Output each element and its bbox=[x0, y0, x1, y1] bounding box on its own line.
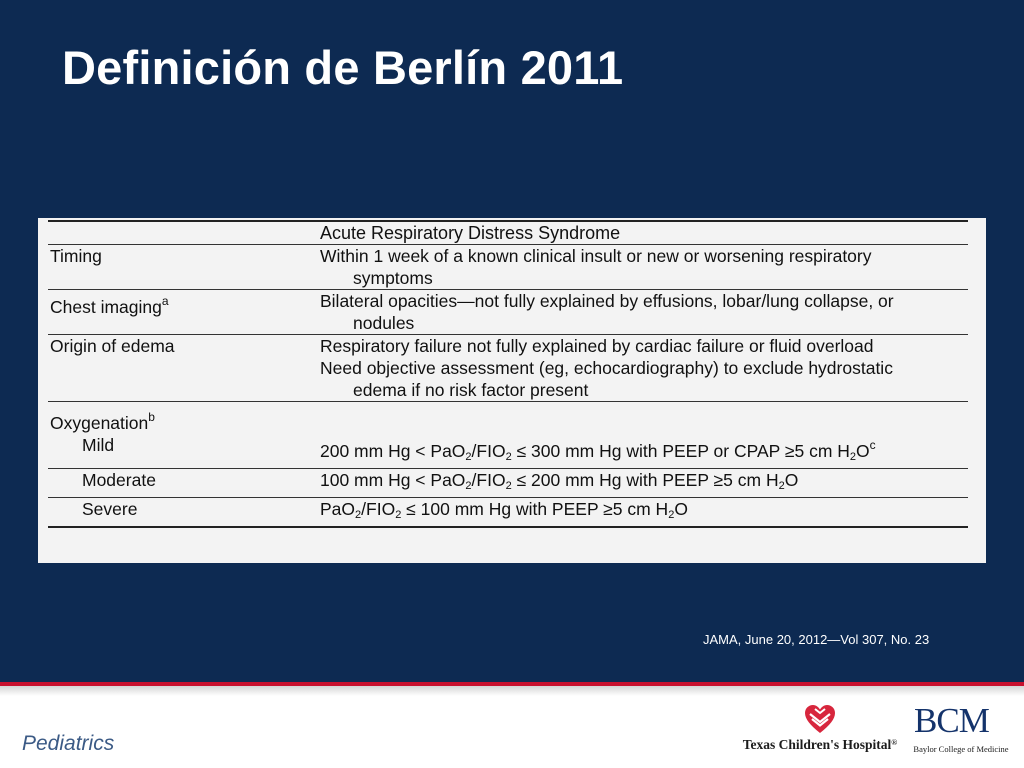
row-label-severe: Severe bbox=[48, 498, 320, 528]
bcm-name: Baylor College of Medicine bbox=[913, 744, 1009, 754]
row-label-mild: Mild bbox=[48, 434, 320, 469]
registered-mark: ® bbox=[891, 738, 898, 747]
tch-heart-icon bbox=[804, 703, 836, 735]
chest-imaging-text-line1: Bilateral opacities—not fully explained by effusions, lobar/lung collapse, or bbox=[320, 291, 894, 311]
texas-childrens-logo bbox=[740, 703, 900, 759]
row-label-chest-imaging: Chest imaging bbox=[50, 297, 162, 317]
footnote-b: b bbox=[148, 410, 155, 424]
origin-text-line1: Respiratory failure not fully explained by cardiac failure or fluid overload bbox=[320, 336, 874, 356]
moderate-criteria: 100 mm $Hg < PaO_2/FIO_2 \le 200$ mm Hg with PEEP ≥5 cm $H_2O$ bbox=[320, 469, 968, 498]
footnote-c: c bbox=[869, 438, 876, 452]
ards-table-image bbox=[38, 218, 986, 563]
table-row-timing bbox=[48, 245, 968, 290]
table-row-severe bbox=[48, 498, 968, 528]
mild-criteria: 200 mm $Hg < PaO_2/FIO_2 \le 300$ mm Hg with PEEP or CPAP ≥5 cm $H_2O^c$ bbox=[320, 434, 968, 469]
row-label-moderate: Moderate bbox=[48, 469, 320, 498]
table-row-moderate bbox=[48, 469, 968, 498]
table-header: Acute Respiratory Distress Syndrome bbox=[320, 221, 968, 245]
citation: JAMA, June 20, 2012—Vol 307, No. 23 bbox=[703, 632, 930, 647]
bcm-letters: BCM bbox=[914, 701, 989, 740]
row-label-timing: Timing bbox=[48, 245, 320, 290]
table-row-mild bbox=[48, 434, 968, 469]
timing-text-line2: symptoms bbox=[353, 268, 433, 288]
row-label-oxygenation: Oxygenation bbox=[50, 413, 149, 433]
footer-shadow bbox=[0, 686, 1024, 696]
bcm-logo bbox=[908, 703, 1014, 759]
severe-criteria: $PaO_2/FIO_2 \le 100$ mm Hg with PEEP ≥5 cm $H_2O$ bbox=[320, 498, 968, 528]
table-header-row bbox=[48, 221, 968, 245]
chest-imaging-text-line2: nodules bbox=[353, 313, 415, 333]
row-label-origin: Origin of edema bbox=[48, 335, 320, 402]
tch-name: Texas Children's Hospital bbox=[742, 737, 892, 752]
table-row-chest-imaging bbox=[48, 290, 968, 335]
timing-text-line1: Within 1 week of a known clinical insult or new or worsening respiratory bbox=[320, 246, 872, 266]
origin-text-line2: Need objective assessment (eg, echocardiography) to exclude hydrostatic bbox=[320, 358, 893, 378]
footnote-a: a bbox=[161, 294, 169, 308]
table-row-origin-of-edema bbox=[48, 335, 968, 402]
ards-definition-table bbox=[48, 220, 968, 528]
origin-text-line3: edema if no risk factor present bbox=[353, 380, 589, 400]
footer-label: Pediatrics bbox=[22, 732, 115, 755]
table-row-oxygenation bbox=[48, 402, 968, 435]
slide-title: Definición de Berlín 2011 bbox=[62, 41, 624, 94]
